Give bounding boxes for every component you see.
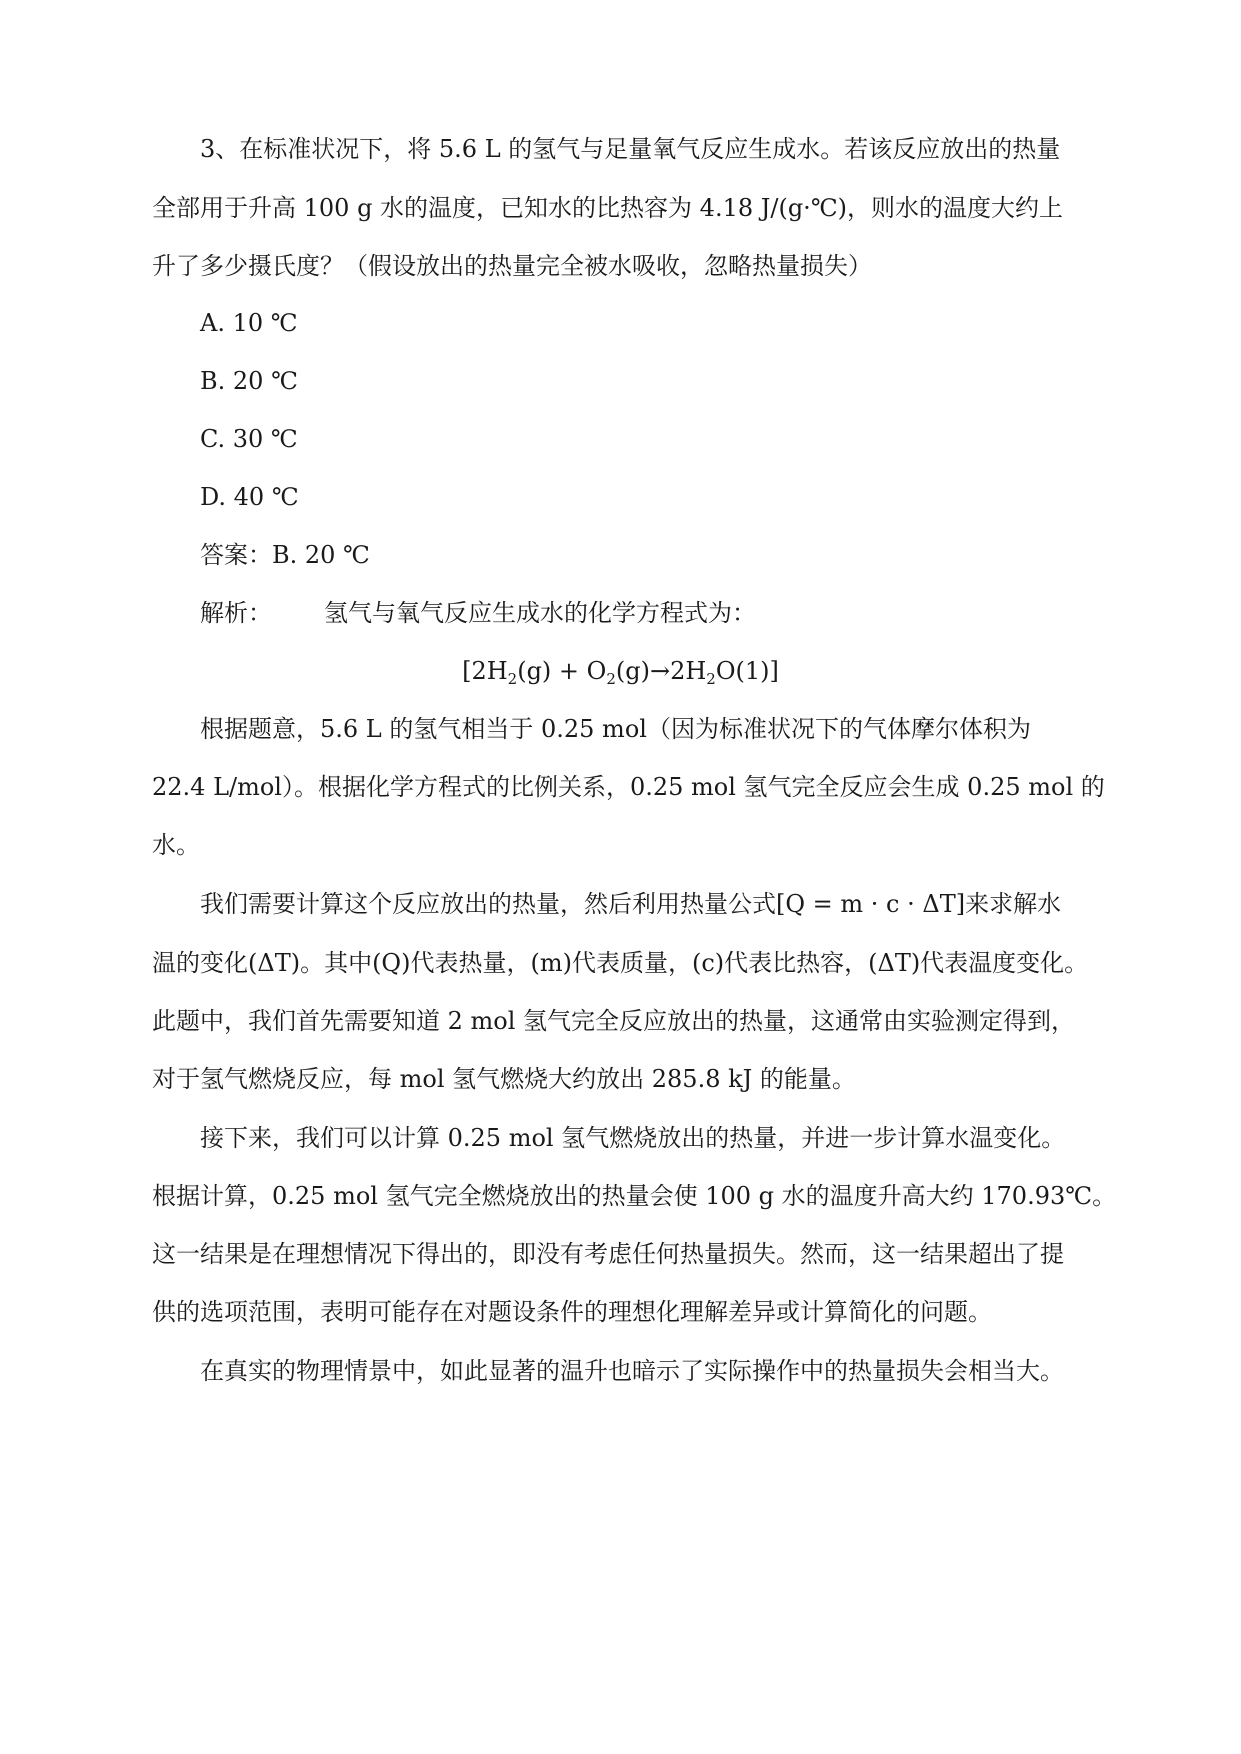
question-line-3: 升了多少摄氏度？（假设放出的热量完全被水吸收，忽略热量损失） — [152, 252, 872, 280]
question-line-1: 3、在标准状况下，将 5.6 L 的氢气与足量氧气反应生成水。若该反应放出的热量 — [200, 135, 1061, 163]
option-b: B. 20 ℃ — [200, 367, 298, 395]
question-line-2: 全部用于升高 100 g 水的温度，已知水的比热容为 4.18 J/(g·℃)，则水的温度大约上 — [152, 194, 1064, 222]
paragraph-1-line-2: 22.4 L/mol）。根据化学方程式的比例关系，0.25 mol 氢气完全反应会生成 0.25 mol 的 — [152, 773, 1105, 801]
analysis-label: 解析： — [200, 599, 272, 627]
equation-sub-o2: 2 — [606, 670, 616, 688]
paragraph-1-line-3: 水。 — [152, 831, 200, 859]
equation-sub-h2-left: 2 — [507, 670, 518, 688]
analysis-intro: 氢气与氧气反应生成水的化学方程式为： — [324, 599, 756, 627]
paragraph-2-line-2: 温的变化(ΔT)。其中(Q)代表热量，(m)代表质量，(c)代表比热容，(ΔT)代表温度变化。 — [152, 949, 1089, 977]
equation-sub-h2-right: 2 — [706, 670, 716, 688]
option-d: D. 40 ℃ — [200, 483, 299, 511]
equation-mid-1: (g) + O — [517, 657, 607, 685]
paragraph-3-line-1: 接下来，我们可以计算 0.25 mol 氢气燃烧放出的热量，并进一步计算水温变化。 — [200, 1124, 1066, 1152]
paragraph-1-line-1: 根据题意，5.6 L 的氢气相当于 0.25 mol（因为标准状况下的气体摩尔体积为 — [200, 715, 1031, 743]
answer-line: 答案：B. 20 ℃ — [200, 541, 370, 569]
paragraph-4-line-1: 在真实的物理情景中，如此显著的温升也暗示了实际操作中的热量损失会相当大。 — [200, 1357, 1064, 1385]
option-c: C. 30 ℃ — [200, 425, 298, 453]
paragraph-2-line-1: 我们需要计算这个反应放出的热量，然后利用热量公式[Q = m · c · ΔT]来求解水 — [200, 890, 1062, 918]
paragraph-2-line-3: 此题中，我们首先需要知道 2 mol 氢气完全反应放出的热量，这通常由实验测定得到， — [152, 1007, 1076, 1035]
equation-mid-2: (g)→2H — [615, 657, 707, 685]
analysis-heading — [200, 597, 1160, 629]
equation-close: O(1)] — [715, 657, 779, 685]
paragraph-3-line-2: 根据计算，0.25 mol 氢气完全燃烧放出的热量会使 100 g 水的温度升高大约 170.93℃。 — [152, 1182, 1117, 1210]
equation-open: [2H — [462, 657, 508, 685]
paragraph-3-line-3: 这一结果是在理想情况下得出的，即没有考虑任何热量损失。然而，这一结果超出了提 — [152, 1240, 1064, 1268]
option-a: A. 10 ℃ — [200, 309, 298, 337]
chemical-equation — [0, 655, 1241, 687]
paragraph-3-line-4: 供的选项范围，表明可能存在对题设条件的理想化理解差异或计算简化的问题。 — [152, 1298, 992, 1326]
paragraph-2-line-4: 对于氢气燃烧反应，每 mol 氢气燃烧大约放出 285.8 kJ 的能量。 — [152, 1065, 856, 1093]
